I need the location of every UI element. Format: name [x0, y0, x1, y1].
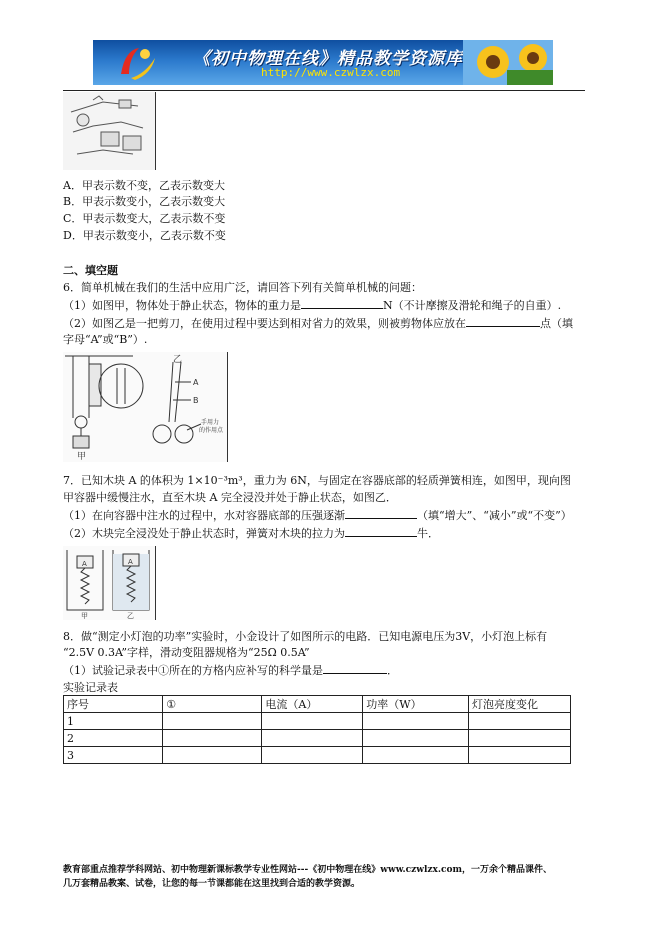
table-cell: 1 — [64, 713, 163, 730]
q6-fig-label-b: B — [193, 396, 199, 405]
q7-fig-label-jia: 甲 — [81, 612, 88, 620]
q6-figure — [63, 352, 228, 462]
footer-line1: 教育部重点推荐学科网站、初中物理新课标教学专业性网站---《初中物理在线》www.czwlzx.com，一万余个精品课件、 — [63, 865, 553, 875]
q5-option-c: C．甲表示数变大，乙表示数不变 — [63, 212, 226, 225]
q6-part2-cont: 字母“A”或“B”）. — [63, 333, 148, 346]
table-header-cell: ① — [163, 696, 262, 713]
circuit-figure — [63, 92, 156, 170]
q8-blank-1[interactable] — [323, 662, 387, 674]
table-row — [64, 747, 571, 764]
q8-line1: 8．做“测定小灯泡的功率”实验时，小金设计了如图所示的电路．已知电源电压为3V，小灯泡上标有 — [63, 630, 548, 643]
q8-part1-tail: ． — [387, 664, 398, 677]
table-cell — [363, 713, 469, 730]
q6-fig-label-a: A — [193, 378, 199, 387]
table-header-cell: 电流（A） — [262, 696, 363, 713]
q7-part2 — [63, 525, 439, 541]
table-cell — [163, 730, 262, 747]
q6-blank-1[interactable] — [301, 297, 383, 309]
site-logo — [115, 44, 159, 82]
q7-part2-tail: 牛． — [417, 527, 439, 540]
q6-part1-text: （1）如图甲，物体处于静止状态，物体的重力是 — [63, 299, 301, 312]
q6-blank-2[interactable] — [466, 315, 540, 327]
q7-fig-label-a1: A — [82, 560, 87, 568]
q7-part2-text: （2）木块完全浸没处于静止状态时，弹簧对木块的拉力为 — [63, 527, 345, 540]
banner-title: 《初中物理在线》精品教学资源库 — [193, 49, 463, 69]
table-cell: 2 — [64, 730, 163, 747]
q5-option-a: A．甲表示数不变，乙表示数变大 — [63, 179, 225, 192]
q6-fig-label-yi: 乙 — [173, 355, 183, 365]
q5-option-d: D．甲表示数变小，乙表示数不变 — [63, 229, 226, 242]
table-row — [64, 713, 571, 730]
q6-fig-label-force: 手用力 — [201, 419, 220, 426]
table-cell — [469, 713, 571, 730]
q7-part1-tail: （填“增大”、“减小”或“不变”） — [417, 509, 572, 522]
q7-line1: 7．已知木块 A 的体积为 1×10⁻³m³，重力为 6N，与固定在容器底部的轻质弹簧相连，如图甲，现向图 — [63, 474, 571, 487]
table-cell — [262, 713, 363, 730]
table-cell — [469, 747, 571, 764]
table-cell — [363, 730, 469, 747]
q7-line2: 甲容器中缓慢注水，直至木块 A 完全浸没并处于静止状态，如图乙． — [63, 491, 397, 504]
record-table — [63, 695, 571, 764]
table-header-cell: 功率（W） — [363, 696, 469, 713]
table-cell: 3 — [64, 747, 163, 764]
q7-part1-text: （1）在向容器中注水的过程中，水对容器底部的压强逐渐 — [63, 509, 345, 522]
q6-part2 — [63, 315, 573, 331]
table-cell — [363, 747, 469, 764]
q6-part2-tail: 点（填 — [540, 317, 573, 330]
table-cell — [262, 730, 363, 747]
section-title: 二、填空题 — [63, 264, 118, 277]
banner-url: http://www.czwlzx.com — [261, 66, 401, 79]
table-cell — [262, 747, 363, 764]
q8-line2: “2.5V 0.3A”字样，滑动变阻器规格为“25Ω 0.5A” — [63, 646, 310, 659]
q6-part2-text: （2）如图乙是一把剪刀，在使用过程中要达到相对省力的效果，则被剪物体应放在 — [63, 317, 466, 330]
q6-stem: 6．简单机械在我们的生活中应用广泛，请回答下列有关简单机械的问题： — [63, 281, 422, 294]
q8-part1 — [63, 662, 398, 678]
footer-line2: 几万套精品教案、试卷，让您的每一节课都能在这里找到合适的教学资源。 — [63, 879, 361, 889]
table-cell — [163, 747, 262, 764]
table-header-cell: 序号 — [64, 696, 163, 713]
q7-blank-1[interactable] — [345, 507, 417, 519]
q7-figure — [63, 546, 156, 620]
table-header-cell: 灯泡亮度变化 — [469, 696, 571, 713]
table-cell — [469, 730, 571, 747]
q6-fig-label-jia: 甲 — [77, 452, 87, 462]
q6-part1 — [63, 297, 561, 313]
sunflower-image — [463, 40, 553, 85]
table-header-row — [64, 696, 571, 713]
table-caption: 实验记录表 — [63, 681, 118, 694]
q7-part1 — [63, 507, 572, 523]
q6-fig-label-force2: 的作用点 — [199, 427, 224, 434]
site-banner — [93, 40, 553, 85]
header-rule — [63, 90, 585, 91]
q6-part1-tail: N（不计摩擦及滑轮和绳子的自重）. — [383, 299, 562, 312]
table-cell — [163, 713, 262, 730]
q8-part1-text: （1）试验记录表中①所在的方格内应补写的科学量是 — [63, 664, 323, 677]
table-row — [64, 730, 571, 747]
q7-fig-label-yi: 乙 — [127, 612, 134, 620]
q7-fig-label-a2: A — [128, 558, 133, 566]
q5-option-b: B．甲表示数变小，乙表示数变大 — [63, 195, 226, 208]
q7-blank-2[interactable] — [345, 525, 417, 537]
